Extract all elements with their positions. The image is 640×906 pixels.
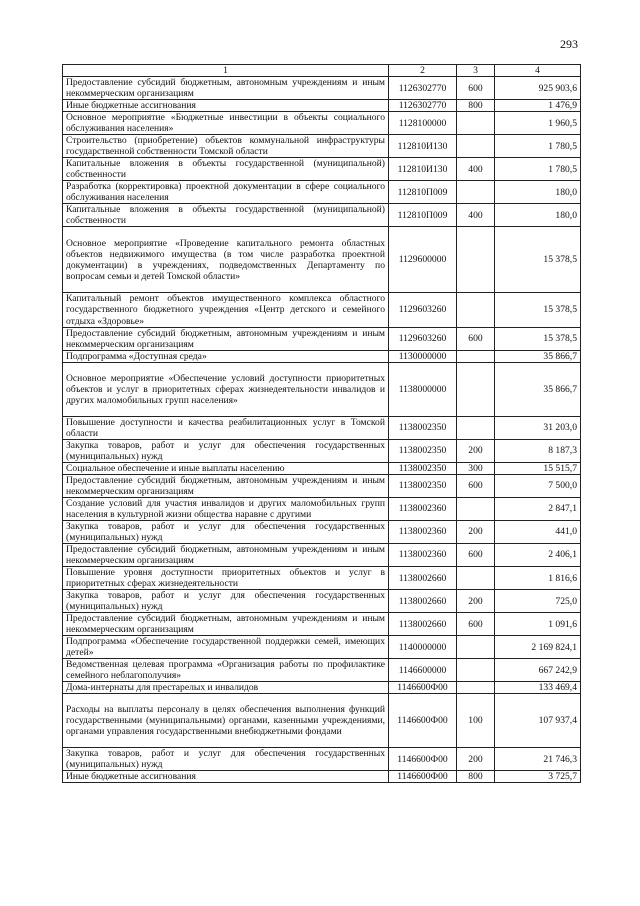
row-amount: 21 746,3	[495, 748, 581, 771]
row-name: Предоставление субсидий бюджетным, автономным учреждениям и иным некоммерческим организациям	[63, 474, 389, 497]
table-row	[63, 659, 581, 682]
row-amount: 15 378,5	[495, 293, 581, 327]
row-amount: 2 406,1	[495, 543, 581, 566]
row-expense-type	[457, 112, 495, 135]
row-name: Разработка (корректировка) проектной документации в сфере социального обслуживания населения	[63, 181, 389, 204]
row-expense-type	[457, 181, 495, 204]
row-code: 112810П009	[389, 181, 457, 204]
row-amount: 3 725,7	[495, 771, 581, 783]
row-name: Иные бюджетные ассигнования	[63, 100, 389, 112]
row-code: 1146600Ф00	[389, 682, 457, 694]
row-expense-type: 800	[457, 771, 495, 783]
row-amount: 1 816,6	[495, 567, 581, 590]
row-amount: 31 203,0	[495, 416, 581, 439]
row-code: 112810И130	[389, 135, 457, 158]
row-expense-type	[457, 362, 495, 416]
header-col-1: 1	[63, 65, 389, 77]
row-name: Расходы на выплаты персоналу в целях обеспечения выполнения функций государственными (муниципальными) органами, казенными учреждениями, органами управления государственными внебюджетными фондами	[63, 694, 389, 748]
table-row	[63, 567, 581, 590]
row-name: Создание условий для участия инвалидов и других маломобильных групп населения в культурной жизни общества наравне с другими	[63, 497, 389, 520]
row-code: 1138002350	[389, 439, 457, 462]
row-code: 1129603260	[389, 293, 457, 327]
row-code: 1140000000	[389, 636, 457, 659]
header-col-2: 2	[389, 65, 457, 77]
row-expense-type	[457, 497, 495, 520]
table-row	[63, 497, 581, 520]
table-row	[63, 694, 581, 748]
table-row	[63, 771, 581, 783]
row-expense-type: 400	[457, 204, 495, 227]
row-amount: 107 937,4	[495, 694, 581, 748]
row-expense-type: 200	[457, 520, 495, 543]
table-row	[63, 636, 581, 659]
table-row	[63, 416, 581, 439]
row-amount: 180,0	[495, 181, 581, 204]
row-amount: 180,0	[495, 204, 581, 227]
row-name: Строительство (приобретение) объектов коммунальной инфраструктуры государственной собственности Томской области	[63, 135, 389, 158]
page-number: 293	[560, 37, 578, 51]
table-row	[63, 748, 581, 771]
row-expense-type: 400	[457, 158, 495, 181]
row-code: 1138002360	[389, 543, 457, 566]
row-code: 1138000000	[389, 362, 457, 416]
row-expense-type	[457, 659, 495, 682]
row-amount: 133 469,4	[495, 682, 581, 694]
row-amount: 15 515,7	[495, 462, 581, 474]
row-name: Основное мероприятие «Проведение капитального ремонта областных объектов недвижимого имущества (в том числе разработка проектной документации) в учреждениях, подведомственных Департаменту по вопросам семьи и детей Томской области»	[63, 227, 389, 293]
row-expense-type	[457, 350, 495, 362]
row-expense-type	[457, 135, 495, 158]
row-amount: 2 169 824,1	[495, 636, 581, 659]
table-row	[63, 543, 581, 566]
row-name: Закупка товаров, работ и услуг для обеспечения государственных (муниципальных) нужд	[63, 748, 389, 771]
table-row	[63, 293, 581, 327]
row-name: Закупка товаров, работ и услуг для обеспечения государственных (муниципальных) нужд	[63, 439, 389, 462]
row-code: 1138002350	[389, 416, 457, 439]
row-amount: 2 847,1	[495, 497, 581, 520]
header-col-3: 3	[457, 65, 495, 77]
row-name: Повышение уровня доступности приоритетных объектов и услуг в приоритетных сферах жизнедеятельности	[63, 567, 389, 590]
row-amount: 15 378,5	[495, 227, 581, 293]
table-row	[63, 362, 581, 416]
row-expense-type	[457, 682, 495, 694]
row-expense-type: 600	[457, 613, 495, 636]
row-amount: 7 500,0	[495, 474, 581, 497]
table-row	[63, 227, 581, 293]
row-expense-type	[457, 636, 495, 659]
row-expense-type	[457, 416, 495, 439]
row-code: 1138002350	[389, 462, 457, 474]
row-name: Предоставление субсидий бюджетным, автономным учреждениям и иным некоммерческим организациям	[63, 327, 389, 350]
row-name: Ведомственная целевая программа «Организация работы по профилактике семейного неблагополучия»	[63, 659, 389, 682]
table-row	[63, 590, 581, 613]
row-name: Подпрограмма «Доступная среда»	[63, 350, 389, 362]
row-code: 1138002360	[389, 497, 457, 520]
budget-table	[62, 64, 581, 783]
row-code: 1146600Ф00	[389, 748, 457, 771]
row-name: Повышение доступности и качества реабилитационных услуг в Томской области	[63, 416, 389, 439]
row-name: Дома-интернаты для престарелых и инвалидов	[63, 682, 389, 694]
row-code: 1138002350	[389, 474, 457, 497]
row-expense-type	[457, 293, 495, 327]
row-amount: 1 960,5	[495, 112, 581, 135]
row-name: Предоставление субсидий бюджетным, автономным учреждениям и иным некоммерческим организациям	[63, 613, 389, 636]
row-amount: 35 866,7	[495, 350, 581, 362]
row-expense-type: 600	[457, 474, 495, 497]
table-row	[63, 112, 581, 135]
row-code: 1128100000	[389, 112, 457, 135]
row-expense-type: 200	[457, 748, 495, 771]
row-code: 1129603260	[389, 327, 457, 350]
row-name: Капитальные вложения в объекты государственной (муниципальной) собственности	[63, 204, 389, 227]
row-expense-type	[457, 567, 495, 590]
row-name: Закупка товаров, работ и услуг для обеспечения государственных (муниципальных) нужд	[63, 520, 389, 543]
row-code: 1138002660	[389, 590, 457, 613]
table-row	[63, 327, 581, 350]
row-expense-type: 200	[457, 590, 495, 613]
row-code: 1126302770	[389, 100, 457, 112]
row-name: Предоставление субсидий бюджетным, автономным учреждениям и иным некоммерческим организациям	[63, 77, 389, 100]
row-expense-type: 600	[457, 77, 495, 100]
row-code: 1146600000	[389, 659, 457, 682]
row-expense-type: 600	[457, 327, 495, 350]
table-row	[63, 462, 581, 474]
row-name: Основное мероприятие «Обеспечение условий доступности приоритетных объектов и услуг в приоритетных сферах жизнедеятельности инвалидов и других маломобильных групп населения»	[63, 362, 389, 416]
row-expense-type: 600	[457, 543, 495, 566]
table-row	[63, 474, 581, 497]
row-name: Иные бюджетные ассигнования	[63, 771, 389, 783]
row-code: 1146600Ф00	[389, 771, 457, 783]
row-name: Закупка товаров, работ и услуг для обеспечения государственных (муниципальных) нужд	[63, 590, 389, 613]
row-amount: 15 378,5	[495, 327, 581, 350]
row-code: 1146600Ф00	[389, 694, 457, 748]
table-row	[63, 682, 581, 694]
table-row	[63, 520, 581, 543]
row-amount: 1 091,6	[495, 613, 581, 636]
header-col-4: 4	[495, 65, 581, 77]
row-code: 112810И130	[389, 158, 457, 181]
table-row	[63, 77, 581, 100]
row-expense-type	[457, 227, 495, 293]
row-amount: 725,0	[495, 590, 581, 613]
row-code: 1138002660	[389, 567, 457, 590]
row-expense-type: 800	[457, 100, 495, 112]
row-amount: 441,0	[495, 520, 581, 543]
table-header-row	[63, 65, 581, 77]
row-code: 1138002660	[389, 613, 457, 636]
table-row	[63, 613, 581, 636]
row-code: 112810П009	[389, 204, 457, 227]
table-row	[63, 204, 581, 227]
row-code: 1129600000	[389, 227, 457, 293]
row-code: 1126302770	[389, 77, 457, 100]
table-row	[63, 100, 581, 112]
row-name: Предоставление субсидий бюджетным, автономным учреждениям и иным некоммерческим организациям	[63, 543, 389, 566]
row-amount: 925 903,6	[495, 77, 581, 100]
row-expense-type: 100	[457, 694, 495, 748]
table-row	[63, 439, 581, 462]
row-amount: 35 866,7	[495, 362, 581, 416]
row-expense-type: 300	[457, 462, 495, 474]
row-amount: 8 187,3	[495, 439, 581, 462]
row-name: Подпрограмма «Обеспечение государственной поддержки семей, имеющих детей»	[63, 636, 389, 659]
row-name: Капитальные вложения в объекты государственной (муниципальной) собственности	[63, 158, 389, 181]
table-row	[63, 181, 581, 204]
row-name: Основное мероприятие «Бюджетные инвестиции в объекты социального обслуживания населения»	[63, 112, 389, 135]
table-row	[63, 135, 581, 158]
row-amount: 1 780,5	[495, 158, 581, 181]
table-row	[63, 350, 581, 362]
table-row	[63, 158, 581, 181]
row-name: Социальное обеспечение и иные выплаты населению	[63, 462, 389, 474]
row-name: Капитальный ремонт объектов имущественного комплекса областного государственного бюджетного учреждения «Центр детского и семейного отдыха «Здоровье»	[63, 293, 389, 327]
row-amount: 1 476,9	[495, 100, 581, 112]
row-code: 1130000000	[389, 350, 457, 362]
row-amount: 667 242,9	[495, 659, 581, 682]
row-code: 1138002360	[389, 520, 457, 543]
row-expense-type: 200	[457, 439, 495, 462]
row-amount: 1 780,5	[495, 135, 581, 158]
